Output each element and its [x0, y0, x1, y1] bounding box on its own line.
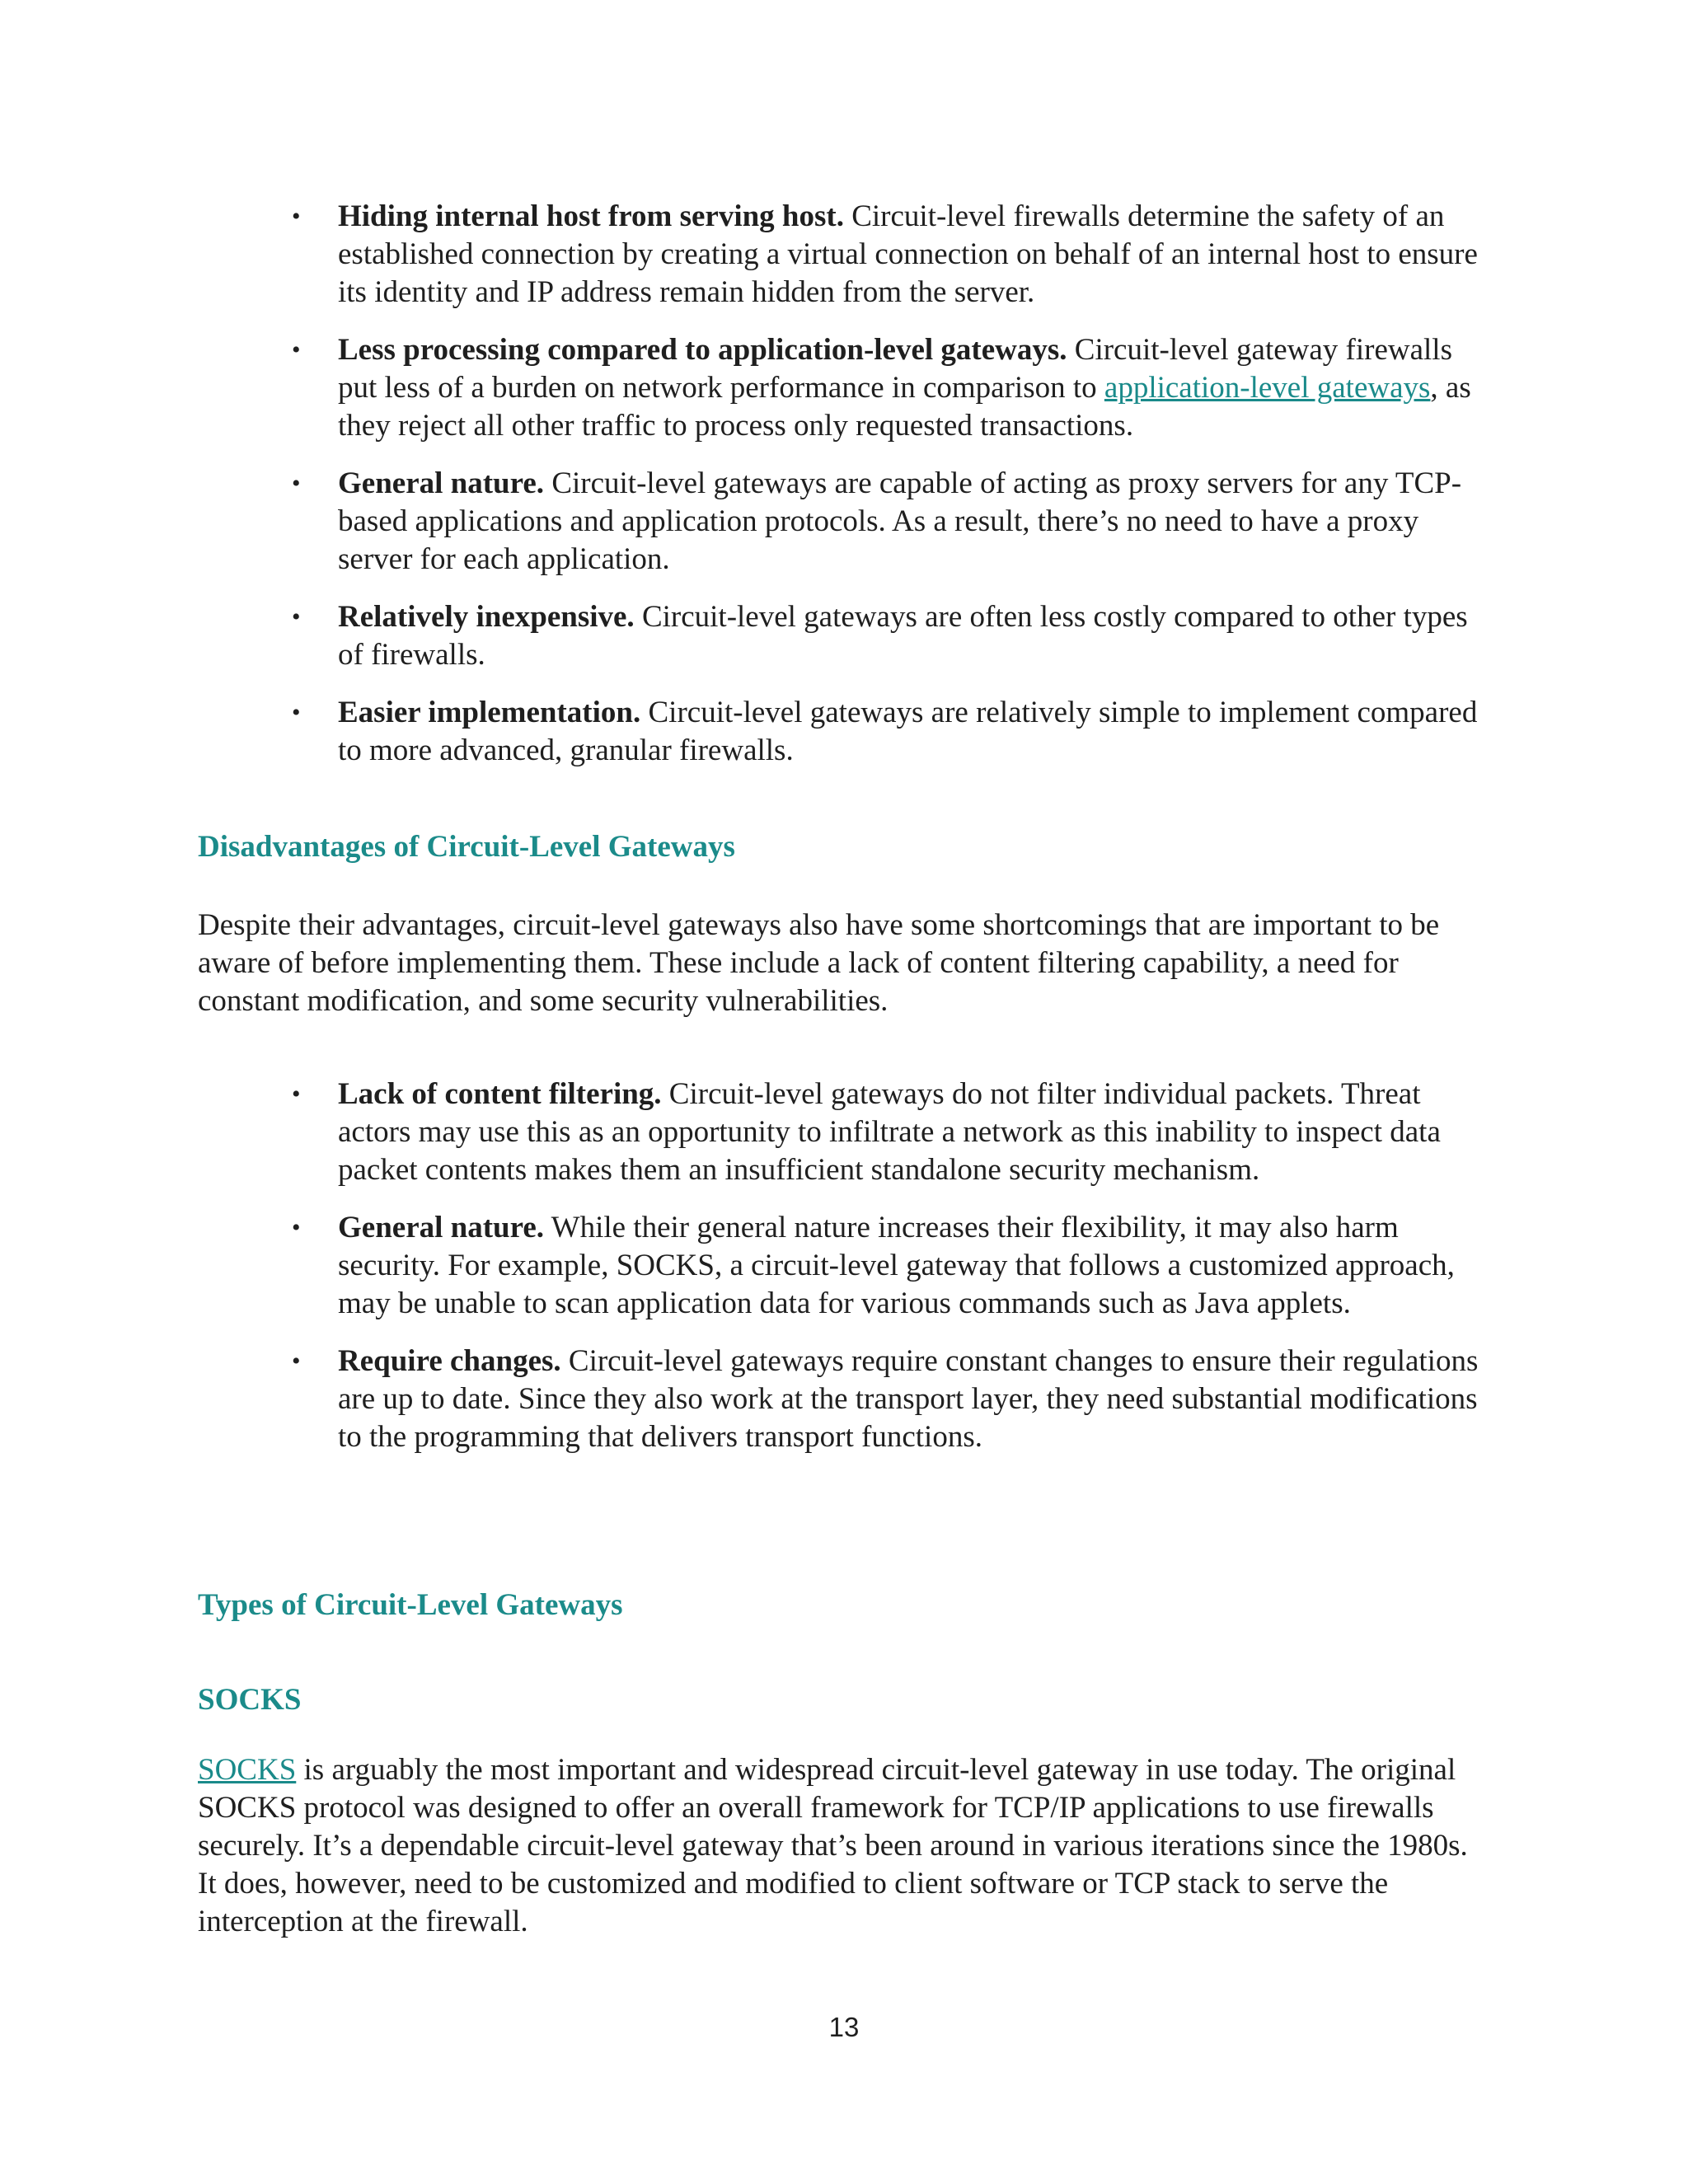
socks-link[interactable]: SOCKS — [198, 1753, 297, 1787]
item-title: Less processing compared to application-level gateways. — [338, 333, 1067, 367]
item-text: Circuit-level gateway firewalls put less of a burden on network performance in comparison to — [338, 333, 1452, 405]
list-item — [292, 1209, 1484, 1323]
list-item — [292, 1343, 1484, 1456]
item-text: Circuit-level gateways are relatively simple to implement compared to more advanced, granular firewalls. — [338, 696, 1478, 767]
item-text: While their general nature increases their flexibility, it may also harm security. For example, SOCKS, a circuit-level gateway that follows a customized approach, may be unable to scan application data for various commands such as Java applets. — [338, 1211, 1455, 1320]
bullet-icon: • — [292, 470, 301, 497]
bullet-icon: • — [292, 203, 301, 230]
list-item — [292, 598, 1484, 674]
socks-paragraph — [198, 1751, 1484, 1941]
page-number: 13 — [828, 2012, 860, 2042]
item-title: General nature. — [338, 466, 545, 500]
disadvantages-intro: Despite their advantages, circuit-level gateways also have some shortcomings that are important to be aware of before implementing them. These include a lack of content filtering capability, a need for constant modification, and some security vulnerabilities. — [198, 908, 1440, 1018]
list-item — [292, 331, 1484, 445]
application-level-gateways-link[interactable]: application-level gateways — [1104, 371, 1431, 405]
socks-heading: SOCKS — [198, 1683, 302, 1717]
item-text: Circuit-level gateways do not filter individual packets. Threat actors may use this as an opportunity to infiltrate a network as this inability to inspect data packet contents makes them an insufficient standalone security mechanism. — [338, 1077, 1441, 1187]
item-title: Lack of content filtering. — [338, 1077, 662, 1111]
list-item — [292, 694, 1484, 770]
disadvantages-heading: Disadvantages of Circuit-Level Gateways — [198, 830, 735, 864]
socks-text: is arguably the most important and widespread circuit-level gateway in use today. The original SOCKS protocol was designed to offer an overall framework for TCP/IP applications to use firewalls securely. It’s a dependable circuit-level gateway that’s been around in various iterations since the 1980s. It does, however, need to be customized and modified to client software or TCP stack to serve the interception at the firewall. — [198, 1753, 1468, 1938]
item-text: Circuit-level gateways require constant changes to ensure their regulations are up to date. Since they also work at the transport layer, they need substantial modifications to the programming that delivers transport functions. — [338, 1344, 1479, 1454]
item-title: Easier implementation. — [338, 696, 641, 729]
item-title: Require changes. — [338, 1344, 561, 1378]
item-text: Circuit-level gateways are capable of acting as proxy servers for any TCP-based applications and application protocols. As a result, there’s no need to have a proxy server for each application. — [338, 466, 1462, 576]
disadvantages-list — [292, 1076, 1484, 1476]
advantages-list — [292, 198, 1484, 790]
list-item — [292, 465, 1484, 579]
bullet-icon: • — [292, 699, 301, 726]
item-title: General nature. — [338, 1211, 545, 1244]
item-text-after: , as they reject all other traffic to process only requested transactions. — [338, 371, 1471, 443]
list-item — [292, 198, 1484, 312]
bullet-icon: • — [292, 336, 301, 363]
item-title: Relatively inexpensive. — [338, 600, 635, 634]
list-item — [292, 1076, 1484, 1189]
bullet-icon: • — [292, 603, 301, 630]
bullet-icon: • — [292, 1347, 301, 1375]
item-title: Hiding internal host from serving host. — [338, 199, 844, 233]
types-heading: Types of Circuit-Level Gateways — [198, 1588, 623, 1622]
item-text: Circuit-level gateways are often less costly compared to other types of firewalls. — [338, 600, 1468, 672]
bullet-icon: • — [292, 1080, 301, 1108]
bullet-icon: • — [292, 1214, 301, 1241]
item-text: Circuit-level firewalls determine the safety of an established connection by creating a virtual connection on behalf of an internal host to ensure its identity and IP address remain hidden from the server. — [338, 199, 1478, 309]
